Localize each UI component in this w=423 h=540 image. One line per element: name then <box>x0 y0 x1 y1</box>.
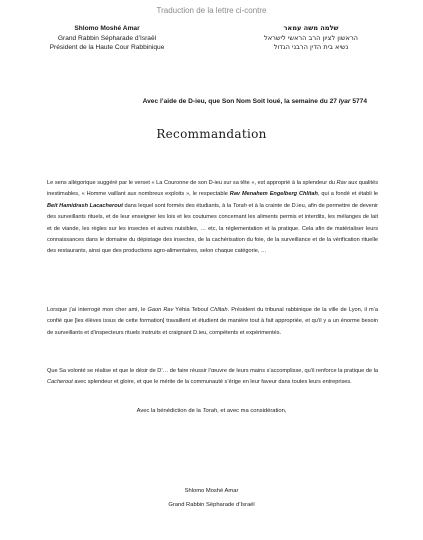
p1-text-c: , qui a fondé et établi le <box>317 191 378 198</box>
p2-gaon: Gaon Rav <box>147 307 174 313</box>
signature-block <box>0 484 423 512</box>
p1-beit-hamidrash: Beit Hamidrash Lacacherout <box>47 202 123 209</box>
header-name-fr: Shlomo Moshé Amar <box>74 25 140 32</box>
p2-text-c: . Président du tribunal rabbinique de la ville de Lyon, il m’a confié que [les élèves issus de cette formation] travaillent et étudient de manière tout à fait appropriée, et qu’il y a un énorme besoin de surveillants et d’inspecteurs rituels instruits et craignant D.ieu, compétents et expérimentés. <box>47 307 379 336</box>
p2-chlitah: Chlitah <box>210 307 228 313</box>
paragraph-1 <box>47 178 378 258</box>
dateline-month: Iyar <box>338 98 351 105</box>
p1-torah: Torah <box>232 202 247 209</box>
p1-rav: Rav <box>336 180 347 186</box>
header-title-he-1: הראשון לציון הרב הראשי לישראל <box>263 33 358 42</box>
closing-torah: Torah <box>202 408 218 414</box>
dateline-text: Avec l’aide de D-ieu, que Son Nom Soit loué, la semaine du 27 <box>142 98 339 105</box>
closing-text-a: Avec la bénédiction de la <box>136 408 203 414</box>
header-french <box>32 24 182 53</box>
header-title-he-2: נשיא בית הדין הרבני הגדול <box>273 43 349 51</box>
p1-text-d: dans lequel sont formés des étudiants, à la <box>122 202 233 209</box>
p3-text-b: avec splendeur et gloire, et que le mérite de la communauté s’érige en leur faveur dans toutes leurs entreprises. <box>72 379 352 386</box>
dateline-year: 5774 <box>350 98 367 105</box>
closing-line <box>0 408 423 414</box>
document-title: Recommandation <box>156 127 267 141</box>
header-name-he: שלמה משה עמאר <box>283 24 339 32</box>
p1-text-b: aux qualités inestimables, « Homme vaillant aux nombreux exploits », le respectable <box>47 180 378 198</box>
header-hebrew <box>231 24 391 53</box>
p1-name: Rav Menahem Engelberg Chlitah <box>229 191 318 198</box>
p3-text-a: Que Sa volonté se réalise et que le désir de D’… de faire réussir l’œuvre de leurs mains s’accomplisse, qu’il renforce la pratique de la <box>47 368 378 374</box>
paragraph-2 <box>47 305 378 339</box>
signature-title: Grand Rabbin Sépharade d’Israël <box>168 502 255 508</box>
p1-text-a: Le sens allégorique suggéré par le verset « La Couronne de son D-ieu sur sa tête », est approprié à la splendeur du <box>47 180 337 186</box>
header-title-fr-1: Grand Rabbin Sépharade d’Israël <box>57 34 157 42</box>
header-title-fr-2: Président de la Haute Cour Rabbinique <box>49 44 165 51</box>
paragraph-3 <box>47 366 378 389</box>
signature-name: Shlomo Moshé Amar <box>184 488 239 494</box>
p1-text-e: et à la crainte de D.ieu, afin de permettre de devenir des surveillants rituels, et de leur enseigner les lois et les coutumes concernant les aliments permis et interdits, les mélanges de lait et de viande, les règles sur les insectes et autres nuisibles, … etc, la réglementation et la pratique. Cela afin de matérialiser leurs connaissances dans le domaine du dépistage des insectes, de la cachérisation du foie, de la surveillance et de la vérification rituelle des restaurants, ainsi que des productions agro-alimentaires, selon chaque catégorie, … <box>47 202 378 255</box>
p3-cacherout: Cacherout <box>47 379 73 386</box>
p2-text-a: Lorsque j’ai interrogé mon cher ami, le <box>47 307 148 313</box>
translation-caption: Traduction de la lettre ci-contre <box>156 6 267 15</box>
closing-text-b: , et avec ma considération, <box>217 408 287 414</box>
p2-text-b: Yéhia Teboul <box>173 307 211 313</box>
dateline <box>47 98 367 105</box>
